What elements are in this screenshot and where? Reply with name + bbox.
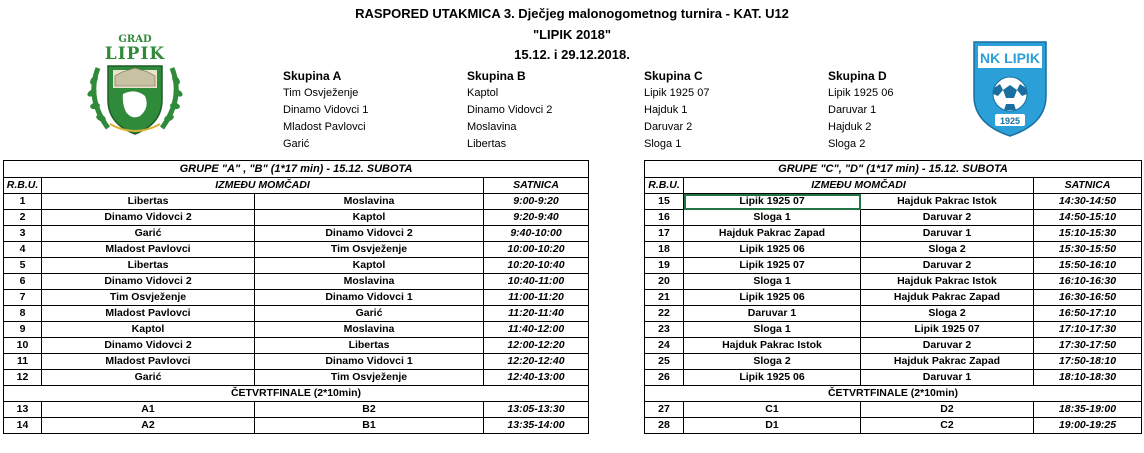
away-team-cell[interactable]: Hajduk Pakrac Zapad [861,290,1034,306]
home-team-cell[interactable]: Dinamo Vidovci 2 [42,210,255,226]
match-time-cell[interactable]: 14:50-15:10 [1034,210,1142,226]
home-team-cell[interactable]: Dinamo Vidovci 2 [42,274,255,290]
match-time-cell[interactable]: 12:40-13:00 [484,370,589,386]
match-number-cell[interactable]: 27 [645,402,684,418]
match-number-cell[interactable]: 3 [4,226,42,242]
tournament-dates: 15.12. i 29.12.2018. [514,47,630,62]
match-number-cell[interactable]: 19 [645,258,684,274]
match-time-cell[interactable]: 17:30-17:50 [1034,338,1142,354]
match-time-cell[interactable]: 19:00-19:25 [1034,418,1142,434]
match-time-cell[interactable]: 16:10-16:30 [1034,274,1142,290]
table-row [645,418,1142,434]
quarterfinal-header: ČETVRTFINALE (2*10min) [645,386,1142,402]
away-team-cell[interactable]: Kaptol [255,210,484,226]
away-team-cell[interactable]: Sloga 2 [861,306,1034,322]
table-title: GRUPE "A" , "B" (1*17 min) - 15.12. SUBOTA [4,161,589,178]
match-number-cell[interactable]: 4 [4,242,42,258]
match-time-cell[interactable]: 10:20-10:40 [484,258,589,274]
table-row [4,242,589,258]
home-team-cell[interactable]: Dinamo Vidovci 2 [42,338,255,354]
match-time-cell[interactable]: 11:20-11:40 [484,306,589,322]
match-number-cell[interactable]: 8 [4,306,42,322]
away-team-cell[interactable]: C2 [861,418,1034,434]
home-team-cell[interactable]: Garić [42,370,255,386]
schedule-table-groups-ab [3,160,589,434]
group-b-team: Dinamo Vidovci 2 [467,104,553,116]
match-time-cell[interactable]: 11:00-11:20 [484,290,589,306]
home-team-cell[interactable]: D1 [684,418,861,434]
match-number-cell[interactable]: 14 [4,418,42,434]
group-d-team: Sloga 2 [828,138,866,150]
match-time-cell[interactable]: 15:10-15:30 [1034,226,1142,242]
match-time-cell[interactable]: 9:40-10:00 [484,226,589,242]
away-team-cell[interactable]: Moslavina [255,322,484,338]
home-team-cell[interactable]: Libertas [42,258,255,274]
away-team-cell[interactable]: Garić [255,306,484,322]
table-row [4,322,589,338]
home-team-cell[interactable]: Garić [42,226,255,242]
match-time-cell[interactable]: 17:10-17:30 [1034,322,1142,338]
table-row [4,194,589,210]
match-time-cell[interactable]: 16:50-17:10 [1034,306,1142,322]
group-c-team: Lipik 1925 07 [644,87,710,99]
home-team-cell[interactable]: Kaptol [42,322,255,338]
group-c-team: Hajduk 1 [644,104,688,116]
match-number-cell[interactable]: 25 [645,354,684,370]
away-team-cell[interactable]: Lipik 1925 07 [861,322,1034,338]
home-team-cell[interactable]: Sloga 1 [684,274,861,290]
away-team-cell[interactable]: Hajduk Pakrac Istok [861,194,1034,210]
away-team-cell[interactable]: Daruvar 1 [861,226,1034,242]
home-team-cell[interactable]: Sloga 2 [684,354,861,370]
away-team-cell[interactable]: Libertas [255,338,484,354]
match-number-cell[interactable]: 26 [645,370,684,386]
table-row [645,338,1142,354]
match-number-cell[interactable]: 7 [4,290,42,306]
column-header-teams: IZMEĐU MOMČADI [42,178,484,194]
match-number-cell[interactable]: 1 [4,194,42,210]
away-team-cell[interactable]: Daruvar 1 [861,370,1034,386]
group-c-title: Skupina C [644,69,703,83]
match-time-cell[interactable]: 13:05-13:30 [484,402,589,418]
match-number-cell[interactable]: 6 [4,274,42,290]
column-header-time: SATNICA [484,178,589,194]
away-team-cell[interactable]: D2 [861,402,1034,418]
match-number-cell[interactable]: 11 [4,354,42,370]
home-team-cell[interactable]: Hajduk Pakrac Zapad [684,226,861,242]
group-b-team: Kaptol [467,87,499,99]
home-team-cell[interactable]: Hajduk Pakrac Istok [684,338,861,354]
home-team-cell[interactable]: Tim Osvježenje [42,290,255,306]
group-d [828,68,893,153]
match-time-cell[interactable]: 10:00-10:20 [484,242,589,258]
tournament-name: "LIPIK 2018" [532,27,612,42]
match-time-cell[interactable]: 18:10-18:30 [1034,370,1142,386]
match-number-cell[interactable]: 22 [645,306,684,322]
away-team-cell[interactable]: Dinamo Vidovci 2 [255,226,484,242]
table-row [4,290,589,306]
away-team-cell[interactable]: Daruvar 2 [861,210,1034,226]
match-number-cell[interactable]: 12 [4,370,42,386]
table-row [645,402,1142,418]
table-row [645,258,1142,274]
table-row [645,322,1142,338]
table-row [645,194,1142,210]
match-time-cell[interactable]: 12:00-12:20 [484,338,589,354]
table-row [645,210,1142,226]
away-team-cell[interactable]: Sloga 2 [861,242,1034,258]
group-a-team: Tim Osvježenje [283,87,359,99]
home-team-cell[interactable]: A2 [42,418,255,434]
match-number-cell[interactable]: 23 [645,322,684,338]
match-time-cell[interactable]: 14:30-14:50 [1034,194,1142,210]
group-a [283,68,368,153]
match-number-cell[interactable]: 17 [645,226,684,242]
group-c-team: Sloga 1 [644,138,682,150]
nk-lipik-logo [970,38,1050,138]
table-row [645,354,1142,370]
table-row [4,338,589,354]
match-time-cell[interactable]: 18:35-19:00 [1034,402,1142,418]
document-title: RASPORED UTAKMICA 3. Dječjeg malonogometnog turnira - KAT. U12 [355,6,789,21]
svg-text:NK LIPIK: NK LIPIK [980,50,1040,66]
home-team-cell[interactable]: C1 [684,402,861,418]
quarterfinal-header: ČETVRTFINALE (2*10min) [4,386,589,402]
svg-text:GRAD: GRAD [118,34,152,45]
away-team-cell[interactable]: B1 [255,418,484,434]
table-row [645,370,1142,386]
match-time-cell[interactable]: 16:30-16:50 [1034,290,1142,306]
match-number-cell[interactable]: 28 [645,418,684,434]
home-team-cell[interactable]: Libertas [42,194,255,210]
table-row [645,226,1142,242]
home-team-cell[interactable]: Lipik 1925 06 [684,242,861,258]
column-header-teams: IZMEĐU MOMČADI [684,178,1034,194]
home-team-cell[interactable]: Mladost Pavlovci [42,354,255,370]
group-c-team: Daruvar 2 [644,121,693,133]
table-title: GRUPE "C", "D" (1*17 min) - 15.12. SUBOTA [645,161,1142,178]
table-row [645,274,1142,290]
match-number-cell[interactable]: 21 [645,290,684,306]
away-team-cell[interactable]: Hajduk Pakrac Istok [861,274,1034,290]
match-number-cell[interactable]: 24 [645,338,684,354]
match-time-cell[interactable]: 15:50-16:10 [1034,258,1142,274]
home-team-cell[interactable]: Lipik 1925 06 [684,290,861,306]
away-team-cell[interactable]: Hajduk Pakrac Zapad [861,354,1034,370]
match-time-cell[interactable]: 17:50-18:10 [1034,354,1142,370]
home-team-cell[interactable]: A1 [42,402,255,418]
group-d-team: Daruvar 1 [828,104,877,116]
group-a-title: Skupina A [283,69,342,83]
match-time-cell[interactable]: 9:00-9:20 [484,194,589,210]
home-team-cell[interactable]: Lipik 1925 07 [684,194,861,210]
away-team-cell[interactable]: Tim Osvježenje [255,370,484,386]
group-d-team: Lipik 1925 06 [828,87,894,99]
match-time-cell[interactable]: 11:40-12:00 [484,322,589,338]
match-number-cell[interactable]: 15 [645,194,684,210]
table-row [4,370,589,386]
home-team-cell[interactable]: Sloga 1 [684,210,861,226]
match-number-cell[interactable]: 9 [4,322,42,338]
svg-text:LIPIK: LIPIK [104,44,166,64]
group-d-team: Hajduk 2 [828,121,872,133]
table-row [4,354,589,370]
column-header-rbu: R.B.U. [4,178,42,194]
match-time-cell[interactable]: 15:30-15:50 [1034,242,1142,258]
column-header-rbu: R.B.U. [645,178,684,194]
column-header-time: SATNICA [1034,178,1142,194]
match-number-cell[interactable]: 16 [645,210,684,226]
table-row [4,418,589,434]
svg-text:1925: 1925 [999,116,1021,126]
group-b [467,68,552,153]
away-team-cell[interactable]: Daruvar 2 [861,338,1034,354]
home-team-cell[interactable]: Mladost Pavlovci [42,242,255,258]
match-number-cell[interactable]: 5 [4,258,42,274]
table-row [4,226,589,242]
away-team-cell[interactable]: Moslavina [255,194,484,210]
group-a-team: Garić [283,138,310,150]
away-team-cell[interactable]: Moslavina [255,274,484,290]
group-d-title: Skupina D [828,69,887,83]
home-team-cell[interactable]: Sloga 1 [684,322,861,338]
home-team-cell[interactable]: Lipik 1925 07 [684,258,861,274]
away-team-cell[interactable]: Dinamo Vidovci 1 [255,354,484,370]
table-row [4,402,589,418]
table-row [4,210,589,226]
table-row [645,290,1142,306]
away-team-cell[interactable]: Daruvar 2 [861,258,1034,274]
home-team-cell[interactable]: Mladost Pavlovci [42,306,255,322]
grad-lipik-logo [80,28,190,143]
away-team-cell[interactable]: Kaptol [255,258,484,274]
match-time-cell[interactable]: 13:35-14:00 [484,418,589,434]
away-team-cell[interactable]: Tim Osvježenje [255,242,484,258]
table-row [645,242,1142,258]
group-a-team: Mladost Pavlovci [283,121,366,133]
group-b-title: Skupina B [467,69,526,83]
match-number-cell[interactable]: 18 [645,242,684,258]
group-b-team: Moslavina [467,121,517,133]
table-row [4,274,589,290]
table-row [4,258,589,274]
group-b-team: Libertas [467,138,507,150]
schedule-table-groups-cd [644,160,1142,434]
match-time-cell[interactable]: 12:20-12:40 [484,354,589,370]
match-number-cell[interactable]: 2 [4,210,42,226]
table-row [4,306,589,322]
home-team-cell[interactable]: Daruvar 1 [684,306,861,322]
group-a-team: Dinamo Vidovci 1 [283,104,369,116]
away-team-cell[interactable]: B2 [255,402,484,418]
group-c [644,68,709,153]
match-number-cell[interactable]: 13 [4,402,42,418]
table-row [645,306,1142,322]
home-team-cell[interactable]: Lipik 1925 06 [684,370,861,386]
away-team-cell[interactable]: Dinamo Vidovci 1 [255,290,484,306]
match-time-cell[interactable]: 9:20-9:40 [484,210,589,226]
match-number-cell[interactable]: 20 [645,274,684,290]
match-number-cell[interactable]: 10 [4,338,42,354]
match-time-cell[interactable]: 10:40-11:00 [484,274,589,290]
